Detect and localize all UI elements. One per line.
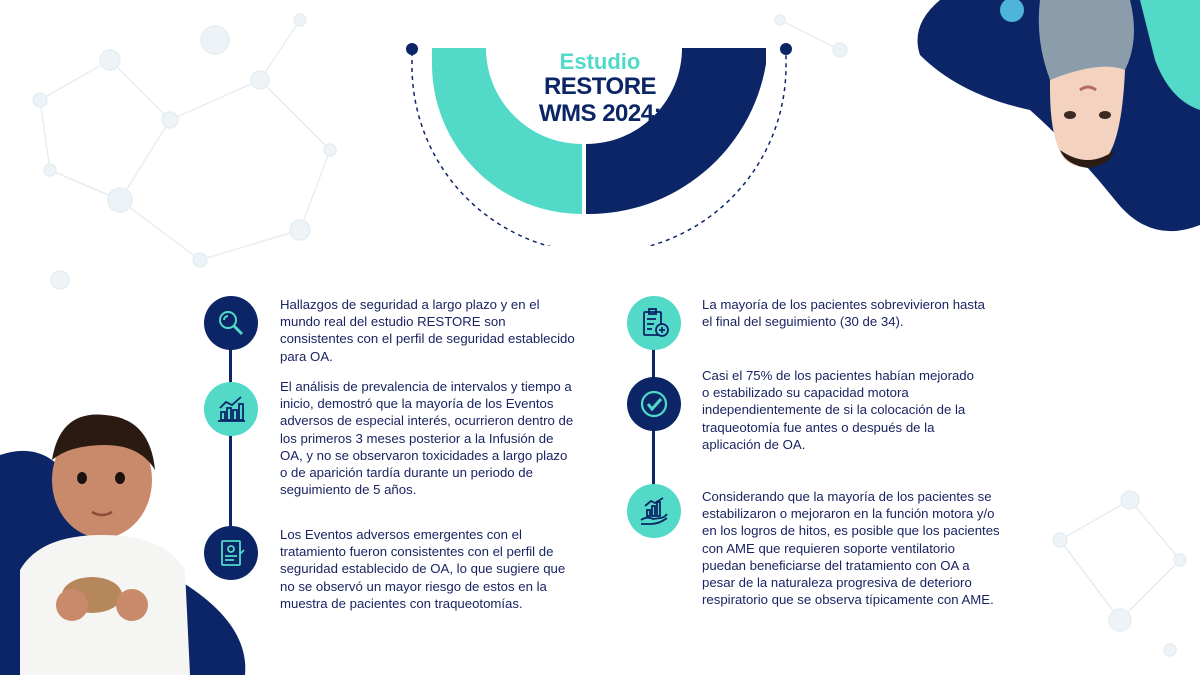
right-item-2-text: Casi el 75% de los pacientes habían mejorado o estabilizado su capacidad motora independientemente de si la colocación de la traqueotomía fue antes o después de la aplicación de OA. (702, 368, 974, 452)
right-item-3-text: Considerando que la mayoría de los pacientes se estabilizaron o mejoraron en la función motora y/o en los logros de hitos, es posible que los pacientes con AME que requieren soporte ventilatorio puedan beneficiarse del tratamiento con OA a pesar de la naturaleza progresiva de deterioro respiratorio que se observa típicamente con AME. (702, 489, 1000, 608)
left-item-1-icon-circle (204, 296, 258, 350)
left-item-3-icon-circle (204, 526, 258, 580)
right-item-3-icon-circle (627, 484, 681, 538)
left-item-2-icon-circle (204, 382, 258, 436)
right-item-1-text: La mayoría de los pacientes sobrevivieron hasta el final del seguimiento (30 de 34). (702, 297, 985, 330)
left-timeline-connector (229, 325, 232, 555)
right-item-1-icon-circle (627, 296, 681, 350)
left-item-3-text: Los Eventos adversos emergentes con el tratamiento fueron consistentes con el perfil de seguridad establecido de OA, lo que sugiere que no se observó un mayor riesgo de estos en la muestra de pacientes con traqueotomías. (280, 527, 566, 611)
title-line-wms: WMS 2024: (538, 99, 662, 127)
title-line-restore: RESTORE (543, 73, 657, 101)
top-right-decoration (900, 0, 1200, 235)
growth-hand-icon (637, 494, 671, 528)
right-item-2-icon-circle (627, 377, 681, 431)
document-icon (214, 536, 248, 570)
left-item-2-text: El análisis de prevalencia de intervalos y tiempo a inicio, demostró que la mayoría de los Eventos adversos de especial interés, ocurrieron dentro de los primeros 3 meses posterior a la Infusión de OA, y no se observaron toxicidades a largo plazo o de aparición tardía durante un periodo de seguimiento de 5 años. (280, 379, 574, 498)
title-line-study: Estudio (559, 49, 641, 74)
title (500, 50, 700, 127)
check-badge-icon (637, 387, 671, 421)
left-item-1-text: Hallazgos de seguridad a largo plazo y en el mundo real del estudio RESTORE son consistentes con el perfil de seguridad establecido para OA. (280, 297, 575, 364)
medical-clipboard-icon (637, 306, 671, 340)
magnifier-icon (214, 306, 248, 340)
bar-chart-icon (214, 392, 248, 426)
